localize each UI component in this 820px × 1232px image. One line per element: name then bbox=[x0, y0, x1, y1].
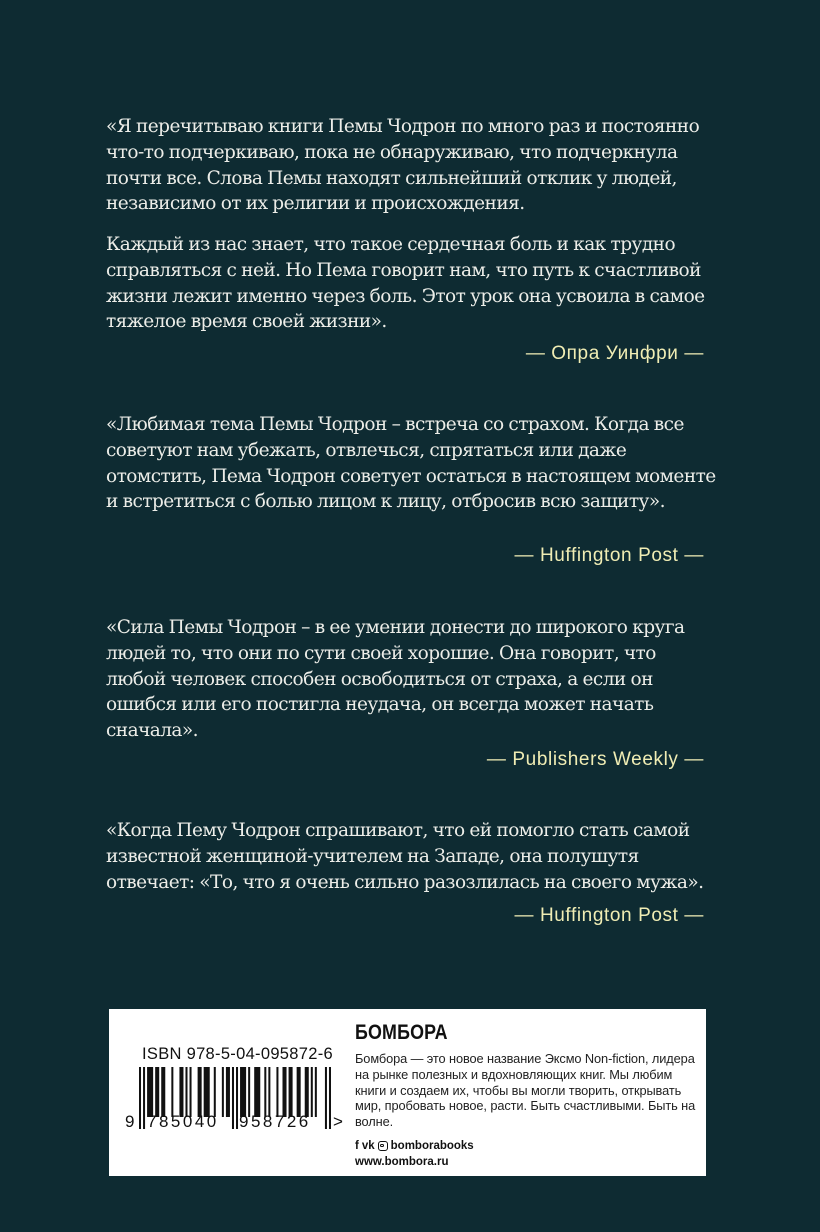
social-handle[interactable]: bomborabooks bbox=[390, 1139, 474, 1152]
publisher-website[interactable]: www.bombora.ru bbox=[355, 1155, 449, 1168]
facebook-icon[interactable]: f bbox=[355, 1139, 359, 1152]
barcode-bar bbox=[282, 1067, 286, 1117]
barcode-bar bbox=[264, 1067, 266, 1117]
barcode-bar bbox=[236, 1067, 238, 1129]
barcode-bar bbox=[161, 1067, 165, 1117]
publisher-description: Бомбора — это новое название Эксмо Non-fiction, лидера на рынке полезных и вдохновляющих книг. Мы любим книги и создаем их, чтобы вы могли творить, открывать мир, пробовать новое, расти. Быть счастливыми. Быть на волне. bbox=[355, 1051, 696, 1130]
barcode-bar bbox=[254, 1067, 260, 1117]
barcode-bar bbox=[232, 1067, 234, 1129]
instagram-icon[interactable] bbox=[378, 1141, 388, 1151]
quote-1-paragraph-1: «Я перечитываю книги Пемы Чодрон по много раз и постоянно что-то подчеркиваю, пока не обнаруживаю, что подчеркнула почти все. Слова Пемы находят сильнейший отклик у людей, независимо от их религии и происхождения. bbox=[106, 116, 700, 215]
quote-3-attribution: — Publishers Weekly — bbox=[486, 749, 704, 770]
barcode-bar bbox=[139, 1067, 141, 1129]
publisher-info bbox=[355, 1021, 700, 1168]
barcode-bar bbox=[226, 1067, 230, 1117]
barcode-bar bbox=[268, 1067, 270, 1117]
quote-4-attribution: — Huffington Post — bbox=[514, 905, 704, 926]
barcode-bar bbox=[329, 1067, 331, 1129]
quote-2-attribution: — Huffington Post — bbox=[514, 545, 704, 566]
barcode-bar bbox=[155, 1067, 159, 1117]
barcode-bar bbox=[147, 1067, 153, 1117]
barcode-bar bbox=[305, 1067, 309, 1117]
isbn-label: ISBN 978-5-04-095872-6 bbox=[142, 1045, 333, 1063]
barcode-bar bbox=[240, 1067, 246, 1117]
barcode-bar bbox=[289, 1067, 293, 1117]
barcode-bar bbox=[214, 1067, 216, 1117]
barcode-bar bbox=[311, 1067, 313, 1117]
barcode-bar bbox=[179, 1067, 183, 1117]
barcode-right-group: 958726 bbox=[239, 1112, 311, 1131]
publisher-panel bbox=[109, 1009, 706, 1176]
quote-1-attribution: — Опра Уинфри — bbox=[525, 343, 704, 364]
barcode-bar bbox=[190, 1067, 192, 1117]
barcode-bar bbox=[297, 1067, 301, 1117]
barcode-bar bbox=[171, 1067, 173, 1117]
quote-3-paragraph: «Сила Пемы Чодрон – в ее умении донести до широкого круга людей то, что они по сути своей хорошие. Она говорит, что любой человек способен освободиться от страха, а если он ошибся или его постигла неудача, он всегда может начать сначала». bbox=[106, 617, 685, 742]
social-links bbox=[355, 1138, 700, 1154]
vk-icon[interactable]: vk bbox=[361, 1139, 375, 1152]
barcode-bar bbox=[143, 1067, 145, 1129]
barcode-bar bbox=[315, 1067, 317, 1117]
barcode-bar bbox=[325, 1067, 327, 1129]
barcode-bar bbox=[248, 1067, 250, 1117]
barcode-bar bbox=[222, 1067, 224, 1117]
barcode-bar bbox=[204, 1067, 210, 1117]
quote-1-paragraph-2: Каждый из нас знает, что такое сердечная боль и как трудно справляться с ней. Но Пема говорит нам, что путь к счастливой жизни лежит именно через боль. Этот урок она усвоила в самое тяжелое время своей жизни». bbox=[106, 234, 705, 333]
barcode-first-digit: 9 bbox=[125, 1112, 135, 1131]
barcode-bar bbox=[185, 1067, 187, 1117]
barcode-bar bbox=[198, 1067, 202, 1117]
barcode-arrow: > bbox=[333, 1112, 343, 1131]
quote-4-paragraph: «Когда Пему Чодрон спрашивают, что ей помогло стать самой известной женщиной-учителем на Западе, она полушутя отвечает: «То, что я очень сильно разозлилась на своего мужа». bbox=[106, 820, 704, 893]
barcode-left-group: 785040 bbox=[147, 1112, 219, 1131]
publisher-logo: БОМБОРА bbox=[355, 1021, 448, 1044]
barcode-bar bbox=[276, 1067, 278, 1117]
quote-2-paragraph: «Любимая тема Пемы Чодрон – встреча со страхом. Когда все советуют нам убежать, отвлечься, спрятаться или даже отомстить, Пема Чодрон советует остаться в настоящем моменте и встретиться с болью лицом к лицу, отбросив всю защиту». bbox=[106, 414, 716, 513]
